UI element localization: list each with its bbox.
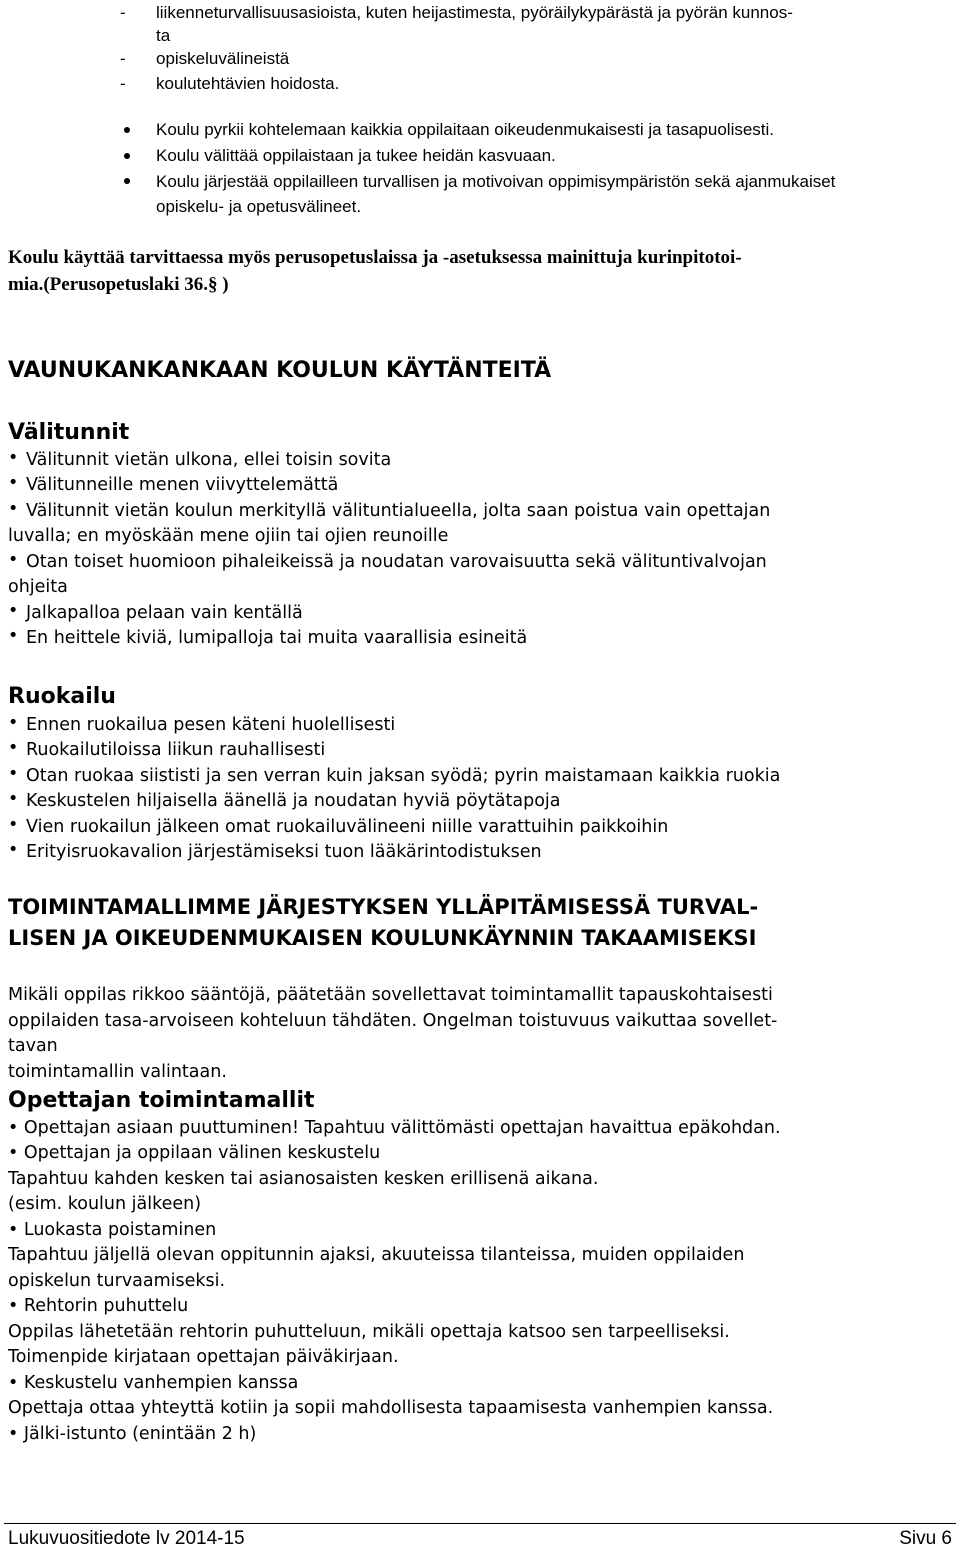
section-title-models-continuation: LISEN JA OIKEUDENMUKAISEN KOULUNKÄYNNIN TAKAAMISEKSI: [8, 926, 757, 950]
list-item: Koulu järjestää oppilailleen turvallisen ja motivoivan oppimisympäristön sekä ajanmukaiset: [156, 172, 836, 191]
paragraph-line: toimintamallin valintaan.: [8, 1062, 227, 1082]
list-item-description: Tapahtuu kahden kesken tai asianosaisten kesken erillisenä aikana.: [8, 1169, 599, 1189]
section-title-breaks: Välitunnit: [8, 420, 130, 445]
bullet-dot: [124, 127, 130, 133]
dash-item: liikenneturvallisuusasioista, kuten heijastimesta, pyöräilykypärästä ja pyörän kunnos-: [156, 3, 793, 22]
bullet-dot: [124, 153, 130, 159]
list-item: Ruokailutiloissa liikun rauhallisesti: [26, 740, 326, 760]
list-item-description: Opettaja ottaa yhteyttä kotiin ja sopii mahdollisesta tapaamisesta vanhempien kanssa.: [8, 1398, 774, 1418]
list-item: En heittele kiviä, lumipalloja tai muita vaarallisia esineitä: [26, 628, 528, 648]
bullet-dot: •: [8, 550, 19, 570]
bullet-dot: •: [8, 499, 19, 519]
bullet-dot: •: [8, 789, 19, 809]
bullet-dot: •: [8, 840, 19, 860]
list-item: Välitunneille menen viivyttelemättä: [26, 475, 339, 495]
list-item: • Luokasta poistaminen: [8, 1220, 217, 1240]
list-item: Erityisruokavalion järjestämiseksi tuon lääkärintodistuksen: [26, 842, 542, 862]
discipline-paragraph: Koulu käyttää tarvittaessa myös perusopetuslaissa ja -asetuksessa mainittuja kurinpitotoi-: [8, 247, 742, 268]
list-item-continuation: opiskelu- ja opetusvälineet.: [156, 197, 362, 216]
list-item-description: Oppilas lähetetään rehtorin puhutteluun, mikäli opettaja katsoo sen tarpeelliseksi.: [8, 1322, 730, 1342]
list-item: • Rehtorin puhuttelu: [8, 1296, 189, 1316]
page-number: Sivu 6: [899, 1528, 952, 1549]
list-item: • Opettajan asiaan puuttuminen! Tapahtuu välittömästi opettajan havaittua epäkohdan.: [8, 1118, 781, 1138]
footer-left: Lukuvuositiedote lv 2014-15: [8, 1528, 245, 1549]
bullet-dot: •: [8, 601, 19, 621]
list-item: Välitunnit vietän ulkona, ellei toisin sovita: [26, 450, 392, 470]
list-item: Koulu pyrkii kohtelemaan kaikkia oppilaitaan oikeudenmukaisesti ja tasapuolisesti.: [156, 120, 775, 139]
list-item: Ennen ruokailua pesen käteni huolellisesti: [26, 715, 396, 735]
list-item: Jalkapalloa pelaan vain kentällä: [26, 603, 303, 623]
dash-item: opiskeluvälineistä: [156, 49, 290, 68]
section-title-lunch: Ruokailu: [8, 684, 116, 709]
bullet-dot: •: [8, 738, 19, 758]
dash-marker: -: [120, 49, 126, 68]
list-item: Välitunnit vietän koulun merkityllä välituntialueella, jolta saan poistua vain opettajan: [26, 501, 771, 521]
list-item: • Opettajan ja oppilaan välinen keskustelu: [8, 1143, 381, 1163]
paragraph-line: tavan: [8, 1036, 58, 1056]
footer-divider: [4, 1523, 956, 1524]
list-item-continuation: ohjeita: [8, 577, 68, 597]
bullet-dot: •: [8, 815, 19, 835]
list-item: Koulu välittää oppilaistaan ja tukee heidän kasvuaan.: [156, 146, 556, 165]
section-title-models: TOIMINTAMALLIMME JÄRJESTYKSEN YLLÄPITÄMISESSÄ TURVAL-: [8, 895, 759, 919]
list-item: Keskustelen hiljaisella äänellä ja noudatan hyviä pöytätapoja: [26, 791, 561, 811]
bullet-dot: •: [8, 473, 19, 493]
list-item-continuation: luvalla; en myöskään mene ojiin tai ojien reunoille: [8, 526, 449, 546]
list-item-description: (esim. koulun jälkeen): [8, 1194, 202, 1214]
list-item: Otan ruokaa siististi ja sen verran kuin jaksan syödä; pyrin maistamaan kaikkia ruokia: [26, 766, 781, 786]
list-item-description: Toimenpide kirjataan opettajan päiväkirjaan.: [8, 1347, 399, 1367]
list-item: • Jälki-istunto (enintään 2 h): [8, 1424, 257, 1444]
list-item-description: opiskelun turvaamiseksi.: [8, 1271, 226, 1291]
dash-item: koulutehtävien hoidosta.: [156, 74, 340, 93]
discipline-paragraph-continuation: mia.(Perusopetuslaki 36.§ ): [8, 274, 229, 295]
bullet-dot: •: [8, 448, 19, 468]
list-item: Vien ruokailun jälkeen omat ruokailuvälineeni niille varattuihin paikkoihin: [26, 817, 669, 837]
bullet-dot: •: [8, 626, 19, 646]
list-item: Otan toiset huomioon pihaleikeissä ja noudatan varovaisuutta sekä välituntivalvojan: [26, 552, 767, 572]
bullet-dot: •: [8, 713, 19, 733]
dash-marker: -: [120, 3, 126, 22]
paragraph-line: Mikäli oppilas rikkoo sääntöjä, päätetään sovellettavat toimintamallit tapauskohtaisesti: [8, 985, 773, 1005]
section-title-teacher: Opettajan toimintamallit: [8, 1088, 315, 1113]
list-item: • Keskustelu vanhempien kanssa: [8, 1373, 299, 1393]
paragraph-line: oppilaiden tasa-arvoiseen kohteluun tähdäten. Ongelman toistuvuus vaikuttaa sovellet-: [8, 1011, 778, 1031]
dash-item-continuation: ta: [156, 26, 171, 45]
page-title: VAUNUKANKANKAAN KOULUN KÄYTÄNTEITÄ: [8, 358, 552, 383]
bullet-dot: [124, 178, 130, 184]
bullet-dot: •: [8, 764, 19, 784]
list-item-description: Tapahtuu jäljellä olevan oppitunnin ajaksi, akuuteissa tilanteissa, muiden oppilaiden: [8, 1245, 745, 1265]
dash-marker: -: [120, 74, 126, 93]
